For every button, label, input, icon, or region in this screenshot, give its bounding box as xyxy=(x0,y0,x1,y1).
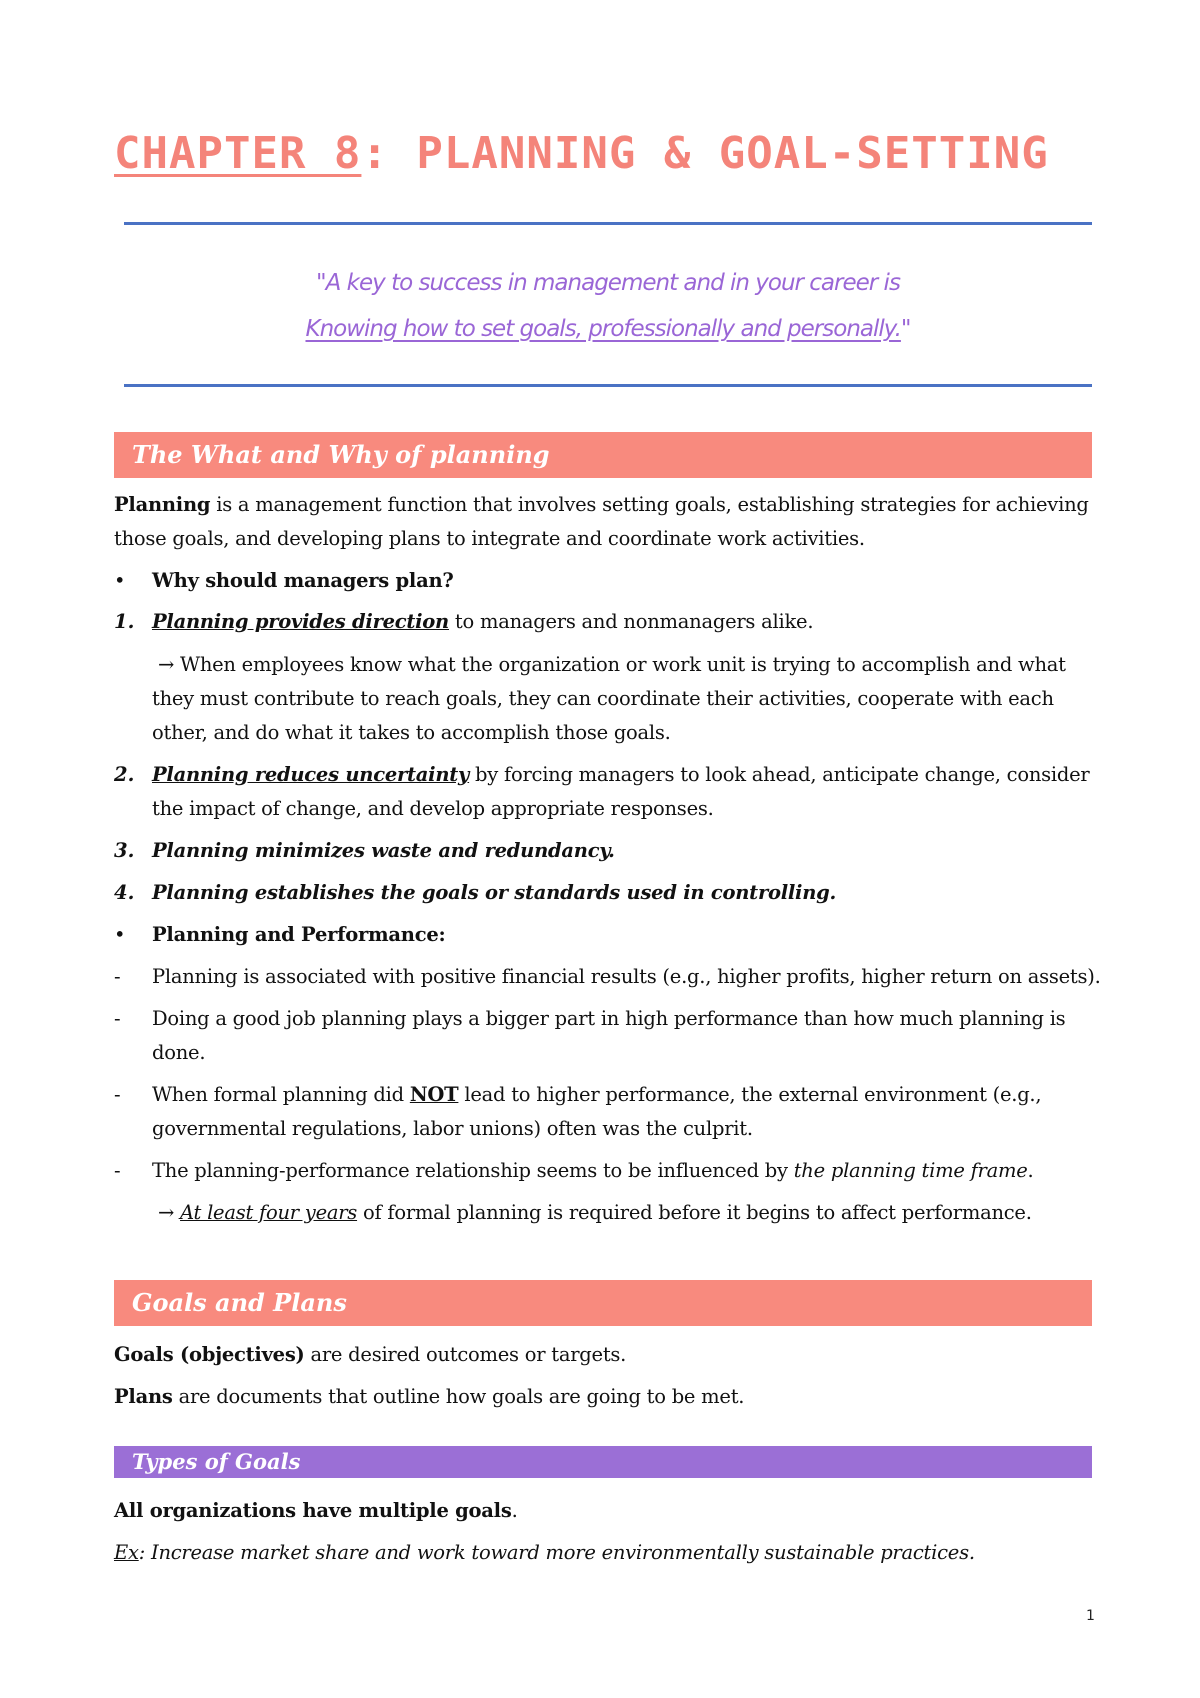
why-item-2-rest: by forcing managers to look ahead, anticipate change, consider xyxy=(469,763,1090,786)
why-item-2 xyxy=(152,758,1092,792)
p4-pre: The planning-performance relationship seems to be influenced by xyxy=(152,1159,794,1182)
section-types-goals: Types of Goals xyxy=(114,1446,1092,1478)
section-what-why: The What and Why of planning xyxy=(114,432,1092,478)
item1-detail-1: → When employees know what the organization or work unit is trying to accomplish and what xyxy=(158,653,1066,676)
goals-rest: are desired outcomes or targets. xyxy=(304,1343,627,1366)
arrow-icon: → xyxy=(158,1201,181,1224)
p3-pre: When formal planning did xyxy=(152,1083,410,1106)
item-number-3: 3. xyxy=(114,839,135,862)
item-number-1: 1. xyxy=(114,610,135,633)
types-statement-end: . xyxy=(511,1499,518,1522)
item-number-2: 2. xyxy=(114,763,135,786)
why-item-1-bold: Planning provides direction xyxy=(152,610,449,633)
p4-end: . xyxy=(1027,1159,1034,1182)
page-number: 1 xyxy=(1086,1608,1095,1624)
types-statement xyxy=(114,1494,1092,1528)
why-item-1-rest: to managers and nonmanagers alike. xyxy=(448,610,814,633)
p5-underlined: At least four years xyxy=(180,1201,358,1224)
performance-point-5 xyxy=(158,1196,1092,1230)
performance-point-2b: done. xyxy=(152,1041,206,1064)
performance-point-2a: Doing a good job planning plays a bigger part in high performance than how much planning is xyxy=(152,1007,1066,1030)
section-goals-plans: Goals and Plans xyxy=(114,1280,1092,1326)
dash-4: - xyxy=(114,1159,121,1182)
why-item-1 xyxy=(152,605,1092,639)
why-item-2-bold: Planning reduces uncertainty xyxy=(152,763,470,786)
item-number-4: 4. xyxy=(114,881,135,904)
why-plan-heading: Why should managers plan? xyxy=(152,569,454,592)
chapter-title xyxy=(114,128,1049,179)
performance-point-3a xyxy=(152,1078,1092,1112)
why-item-3: Planning minimizes waste and redundancy. xyxy=(152,839,615,862)
planning-term: Planning xyxy=(114,493,211,516)
goals-term: Goals (objectives) xyxy=(114,1343,305,1366)
performance-point-1: Planning is associated with positive financial results (e.g., higher profits, higher return on assets). xyxy=(152,965,1101,988)
quote-end: " xyxy=(900,316,911,342)
item2-continuation: the impact of change, and develop appropriate responses. xyxy=(152,797,714,820)
p4-emphasis: the planning time frame xyxy=(793,1159,1028,1182)
chapter-number: CHAPTER 8 xyxy=(114,128,362,179)
item1-detail-2: they must contribute to reach goals, they can coordinate their activities, cooperate with each xyxy=(152,687,1054,710)
goals-definition xyxy=(114,1338,1092,1372)
p3-post: lead to higher performance, the external environment (e.g., xyxy=(458,1083,1042,1106)
chapter-title-rest: : PLANNING & GOAL-SETTING xyxy=(361,128,1049,179)
types-statement-bold: All organizations have multiple goals xyxy=(114,1499,512,1522)
p3-not: NOT xyxy=(409,1083,459,1106)
example-text: : Increase market share and work toward more environmentally sustainable practices. xyxy=(138,1541,975,1564)
dash-2: - xyxy=(114,1007,121,1030)
performance-heading: Planning and Performance: xyxy=(152,923,446,946)
plans-term: Plans xyxy=(114,1385,173,1408)
types-example xyxy=(114,1536,1092,1570)
bottom-divider xyxy=(124,384,1092,387)
quote-line-1: "A key to success in management and in your career is xyxy=(316,270,900,296)
dash-1: - xyxy=(114,965,121,988)
dash-3: - xyxy=(114,1083,121,1106)
planning-definition-line-2: those goals, and developing plans to integrate and coordinate work activities. xyxy=(114,527,865,550)
performance-point-4 xyxy=(152,1154,1092,1188)
p5-rest: of formal planning is required before it begins to affect performance. xyxy=(357,1201,1032,1224)
plans-rest: are documents that outline how goals are going to be met. xyxy=(172,1385,745,1408)
top-divider xyxy=(124,222,1092,225)
planning-definition-line-1 xyxy=(114,488,1092,522)
quote-line-2 xyxy=(124,316,1092,342)
why-item-4: Planning establishes the goals or standards used in controlling. xyxy=(152,881,837,904)
bullet-why: • xyxy=(114,569,126,592)
planning-definition-text: is a management function that involves setting goals, establishing strategies for achieving xyxy=(210,493,1089,516)
example-label: Ex xyxy=(114,1541,139,1564)
plans-definition xyxy=(114,1380,1092,1414)
quote-underlined: Knowing how to set goals, professionally and personally. xyxy=(305,316,901,342)
bullet-performance: • xyxy=(114,923,126,946)
item1-detail-3: other, and do what it takes to accomplish those goals. xyxy=(152,721,671,744)
performance-point-3b: governmental regulations, labor unions) often was the culprit. xyxy=(152,1117,753,1140)
